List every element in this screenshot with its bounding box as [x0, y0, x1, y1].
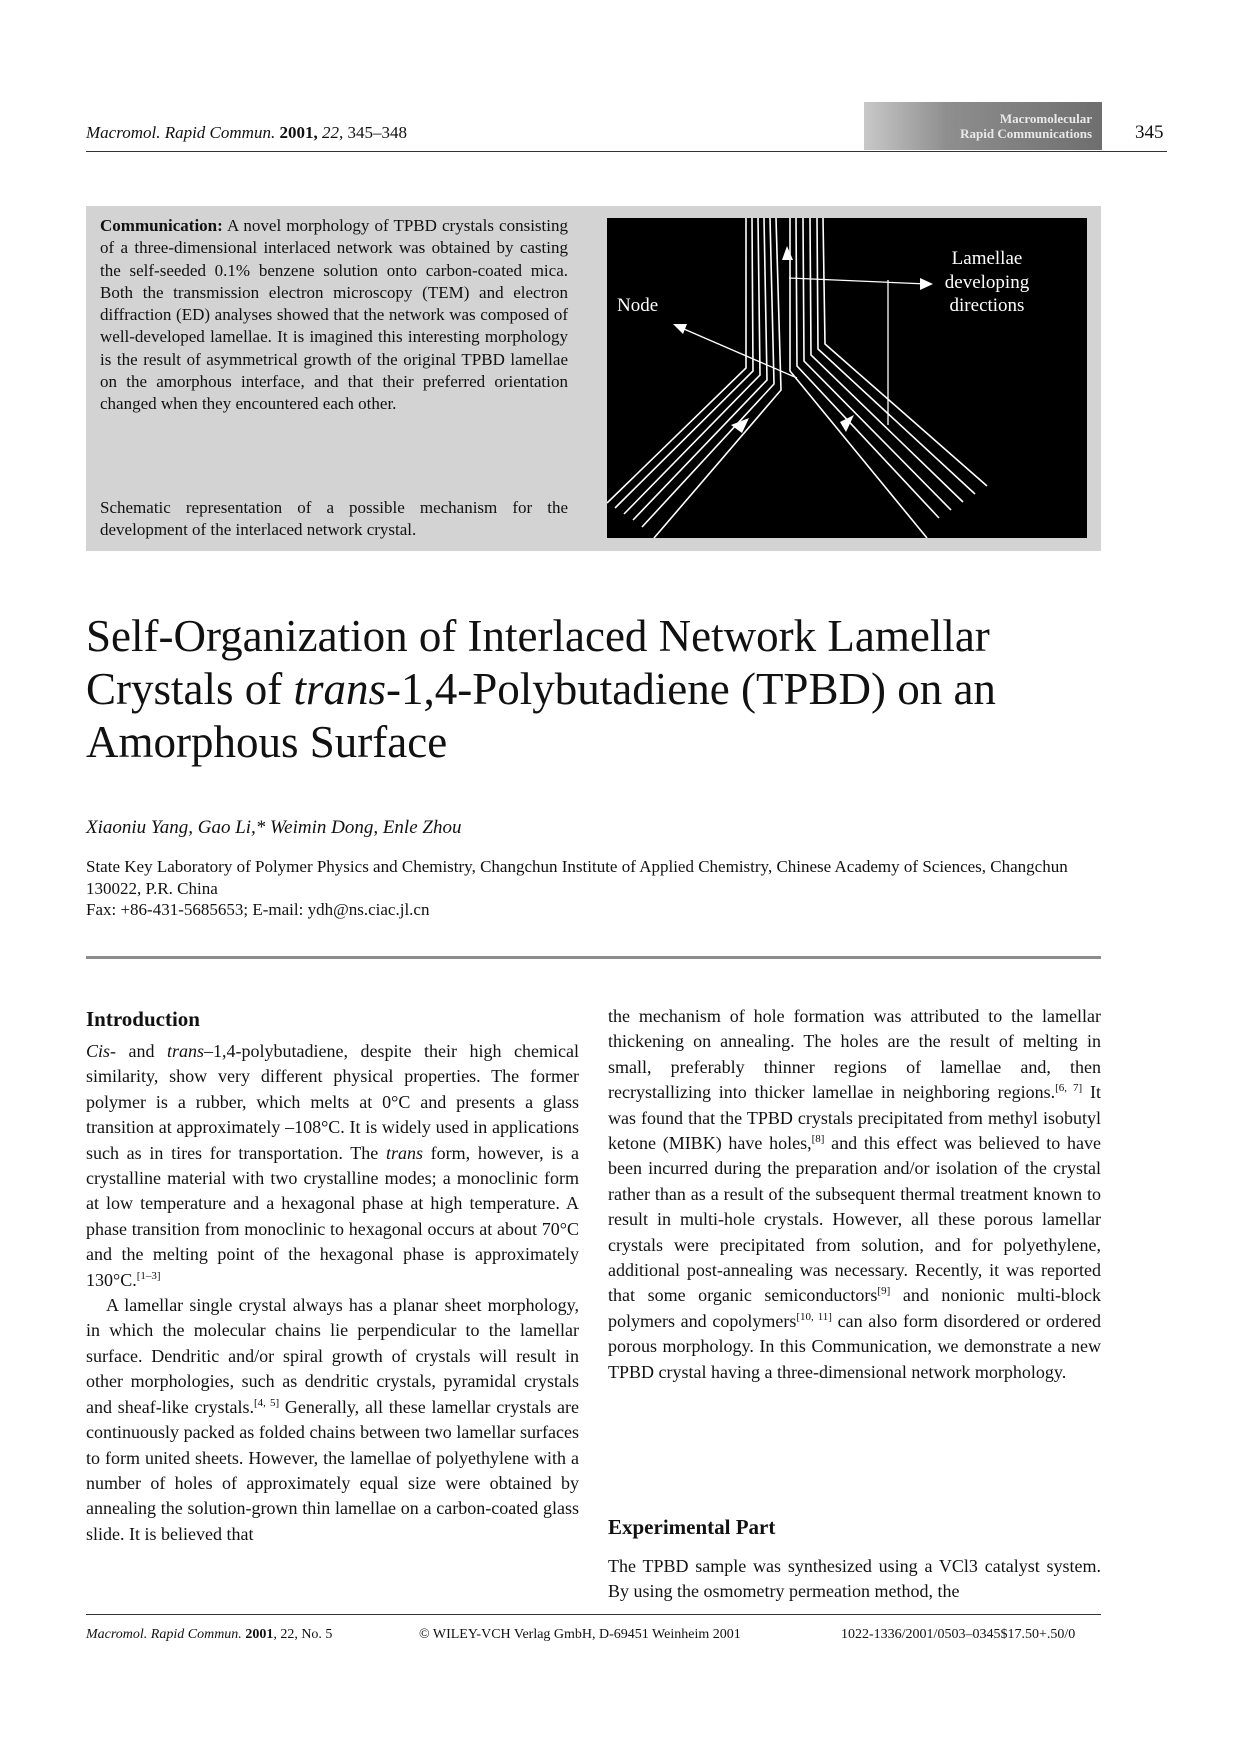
intro-heading: Introduction: [86, 1007, 200, 1031]
title-line-2-post: -1,4-Polybutadiene (TPBD) on an: [386, 664, 996, 714]
intro-p1-body: –1,4-polybutadiene, despite their high chemical similarity, show very different physical properties. The former polymer is a rubber, which melts at 0°C and presents a glass transition at approximately –108°C. It is widely used in applications such as in tires for transportation. The: [86, 1041, 579, 1163]
footer-citation: [86, 1627, 332, 1643]
logo-line-1: Macromolecular: [999, 111, 1092, 126]
figure-label-developing: developing: [944, 272, 1030, 293]
citation-10-11: [10, 11]: [796, 1310, 832, 1323]
citation-4-5: [4, 5]: [254, 1396, 280, 1409]
logo-line-2: Rapid Communications: [960, 126, 1092, 141]
figure-label-lamellae: Lamellae: [951, 248, 1023, 269]
intro-p1-cis: Cis-: [86, 1041, 117, 1061]
footer-copyright: © WILEY-VCH Verlag GmbH, D-69451 Weinheim 2001: [419, 1627, 741, 1642]
experimental-heading: Experimental Part: [608, 1515, 776, 1539]
footer-rule: [86, 1614, 1101, 1615]
right-p1-a: the mechanism of hole formation was attributed to the lamellar thickening on annealing. The holes are the result of melting in small, preferably thinner regions of lamellae and, then recrystallizing into thicker lamellae in neighboring regions.: [608, 1006, 1101, 1103]
page-number: 345: [1135, 122, 1164, 143]
journal-pages: 345–348: [347, 123, 407, 142]
intro-p2-body-2: Generally, all these lamellar crystals are continuously packed as folded chains between two lamellar surfaces to form united sheets. However, the lamellae of polyethylene with a number of holes of approximately equal size were obtained by annealing the solution-grown thin lamellae on a carbon-coated glass slide. It is believed that: [86, 1396, 579, 1544]
journal-year: 2001,: [279, 123, 318, 142]
intro-p1-and: and: [116, 1041, 168, 1061]
right-p1-e: can also form disordered or ordered porous morphology. In this Communication, we demonstrate a new TPBD crystal having a three-dimensional network morphology.: [608, 1310, 1101, 1382]
figure-label-node: Node: [617, 295, 659, 316]
schematic-figure: [607, 218, 1087, 538]
footer-year: 2001: [245, 1627, 274, 1642]
intro-p1-trans: trans: [167, 1041, 205, 1061]
footer-journal: Macromol. Rapid Commun.: [86, 1627, 242, 1642]
abstract-text: [100, 215, 568, 416]
citation-8: [8]: [811, 1133, 825, 1146]
title-line-2-pre: Crystals of: [86, 664, 294, 714]
right-p1-c: and this effect was believed to have been incurred during the preparation and/or isolation of the crystal rather than as a result of the subsequent thermal treatment known to result in multi-hole crystals. However, all these porous lamellar crystals were precipitated from solution, and for polyethylene, additional post-annealing was necessary. Recently, it was reported that some organic semiconductors: [608, 1133, 1101, 1306]
experimental-text: The TPBD sample was synthesized using a VCl3 catalyst system. By using the osmometry permeation method, the: [608, 1556, 1101, 1602]
article-title: [86, 610, 1086, 769]
journal-logo: [864, 102, 1102, 150]
intro-paragraph-1: [86, 1039, 579, 1293]
contact-info: Fax: +86-431-5685653; E-mail: ydh@ns.ciac.jl.cn: [86, 900, 430, 919]
header-rule: [86, 151, 1167, 152]
title-line-3: Amorphous Surface: [86, 717, 448, 767]
citation-9: [9]: [877, 1285, 891, 1298]
arrow-lines: [677, 278, 927, 425]
title-line-1: Self-Organization of Interlaced Network Lamellar: [86, 611, 990, 661]
right-column: [608, 1004, 1101, 1385]
journal-volume: 22,: [321, 123, 344, 142]
schematic-drawing: [607, 218, 1087, 538]
left-column: [86, 1004, 579, 1547]
affiliation: State Key Laboratory of Polymer Physics and Chemistry, Changchun Institute of Applied Chemistry, Chinese Academy of Sciences, Changchun 130022, P.R. China: [86, 857, 1068, 898]
abstract-body: A novel morphology of TPBD crystals consisting of a three-dimensional interlaced network was obtained by casting the self-seeded 0.1% benzene solution onto carbon-coated mica. Both the transmission electron microscopy (TEM) and electron diffraction (ED) analyses showed that the network was composed of well-developed lamellae. It is imagined this interesting morphology is the result of asymmetrical growth of the original TPBD lamellae on the amorphous interface, and that their preferred orientation changed when they encountered each other.: [100, 216, 568, 414]
title-line-2-italic: trans: [293, 664, 387, 714]
footer-code: 1022-1336/2001/0503–0345$17.50+.50/0: [841, 1627, 1076, 1642]
title-line-2: [86, 663, 1086, 716]
citation-6-7: [6, 7]: [1055, 1082, 1083, 1095]
title-rule: [86, 956, 1101, 959]
journal-name: Macromol. Rapid Commun.: [86, 123, 276, 142]
right-p1-d: and nonionic multi-block polymers and copolymers: [608, 1285, 1102, 1331]
right-p1-b: It was found that the TPBD crystals precipitated from methyl isobutyl ketone (MIBK) have holes,: [608, 1082, 1102, 1154]
citation-1-3: [1–3]: [136, 1269, 161, 1282]
intro-p1-trans-2: trans: [385, 1142, 423, 1163]
abstract-label: Communication:: [100, 216, 223, 235]
footer-issue: , 22, No. 5: [273, 1627, 333, 1642]
figure-label-directions: directions: [949, 295, 1025, 316]
intro-p1-body-2: form, however, is a crystalline material with two crystalline modes; a monoclinic form at low temperature and a hexagonal phase at high temperature. A phase transition from monoclinic to hexagonal occurs at about 70°C and the melting point of the hexagonal phase is approximately 130°C.: [86, 1142, 579, 1290]
running-head: [86, 123, 407, 143]
figure-caption: Schematic representation of a possible mechanism for the development of the interlaced network crystal.: [100, 498, 568, 539]
intro-paragraph-2: [86, 1293, 579, 1547]
intro-paragraph-3: [608, 1004, 1101, 1385]
authors: Xiaoniu Yang, Gao Li,* Weimin Dong, Enle Zhou: [86, 817, 462, 838]
intro-p2-body: A lamellar single crystal always has a planar sheet morphology, in which the molecular chains lie perpendicular to the lamellar surface. Dendritic and/or spiral growth of crystals will result in other morphologies, such as dendritic crystals, pyramidal crystals and sheaf-like crystals.: [86, 1295, 579, 1417]
